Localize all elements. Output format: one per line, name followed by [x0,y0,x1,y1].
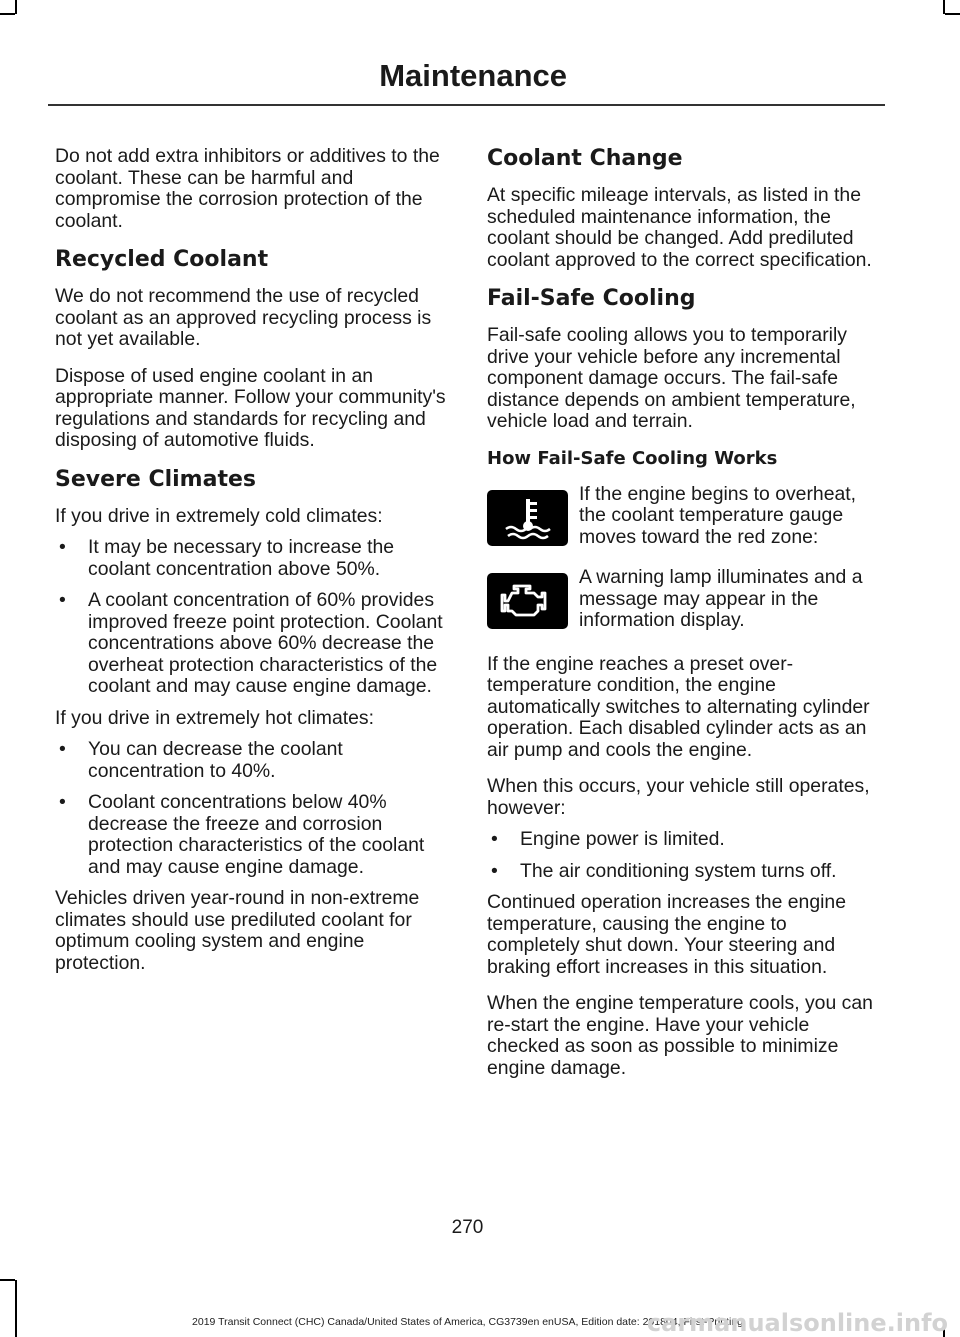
list-item: • You can decrease the coolant concentration to 40%. [59,738,343,782]
crop-mark [0,1279,15,1281]
paragraph: We do not recommend the use of recycled coolant as an approved recycling process is not yet available. [55,285,432,350]
crop-mark [15,0,17,14]
section-heading-severe-climates: Severe Climates [55,466,256,492]
list-item: • Coolant concentrations below 40% decrease the freeze and corrosion protection characteristics of the coolant and may cause engine damage. [59,791,425,878]
paragraph: Dispose of used engine coolant in an appropriate manner. Follow your community's regulations and standards for recycling and disposing of automotive fluids. [55,364,446,451]
icon-row-engine [487,567,879,632]
bullet-list [55,739,447,878]
watermark-logo: carmanualsonline.info [646,1309,948,1337]
crop-mark [943,0,945,14]
bullet-list [487,829,879,882]
check-engine-icon [487,573,568,629]
list-item: • It may be necessary to increase the coolant concentration above 50%. [59,536,395,580]
page-title: Maintenance [379,58,567,93]
page-number: 270 [451,1217,484,1238]
footer-edition-text: 2019 Transit Connect (CHC) Canada/United States of America, CG3739en enUSA, Edition date: 201804, First-Printing [192,1316,743,1328]
subheading-how-fail-safe-works: How Fail-Safe Cooling Works [487,447,778,469]
paragraph: If you drive in extremely cold climates: [55,504,383,527]
bullet-list [55,537,447,698]
coolant-temperature-icon [487,490,568,546]
icon-description: If the engine begins to overheat, the coolant temperature gauge moves toward the red zone: [579,482,857,548]
paragraph: Vehicles driven year-round in non-extreme climates should use prediluted coolant for optimum cooling system and engine protection. [55,887,420,974]
paragraph: Fail-safe cooling allows you to temporarily drive your vehicle before any incremental component damage occurs. The fail-safe distance depends on ambient temperature, vehicle load and terrain. [487,324,856,432]
section-heading-coolant-change: Coolant Change [487,146,683,171]
crop-mark [945,13,960,15]
crop-mark [0,13,15,15]
list-item: • A coolant concentration of 60% provides improved freeze point protection. Coolant concentrations above 60% decrease the overheat protection characteristics of the coolant and may cause engine damage. [59,589,443,697]
left-column [55,146,447,989]
crop-mark [15,1280,17,1337]
paragraph: If you drive in extremely hot climates: [55,706,374,729]
paragraph: At specific mileage intervals, as listed in the scheduled maintenance information, the coolant should be changed. Add prediluted coolant approved to the correct specification. [487,184,872,271]
paragraph: When this occurs, your vehicle still operates, however: [487,775,870,819]
paragraph: If the engine reaches a preset over-temperature condition, the engine automatically switches to alternating cylinder operation. Each disabled cylinder acts as an air pump and cools the engine. [487,652,870,761]
icon-row-coolant [487,484,879,549]
paragraph: Continued operation increases the engine temperature, causing the engine to completely shut down. Your steering and braking effort increases in this situation. [487,891,846,978]
paragraph: When the engine temperature cools, you can re-start the engine. Have your vehicle checked as soon as possible to minimize engine damage. [487,992,873,1079]
list-item: • Engine power is limited. [491,828,725,850]
right-column [487,146,879,1094]
header-divider [48,104,885,106]
section-heading-fail-safe-cooling: Fail-Safe Cooling [487,286,696,311]
section-heading-recycled-coolant: Recycled Coolant [55,247,269,272]
icon-description: A warning lamp illuminates and a message may appear in the information display. [579,566,863,631]
paragraph: Do not add extra inhibitors or additives to the coolant. These can be harmful and compromise the corrosion protection of the coolant. [55,145,440,232]
list-item: • The air conditioning system turns off. [491,859,837,882]
